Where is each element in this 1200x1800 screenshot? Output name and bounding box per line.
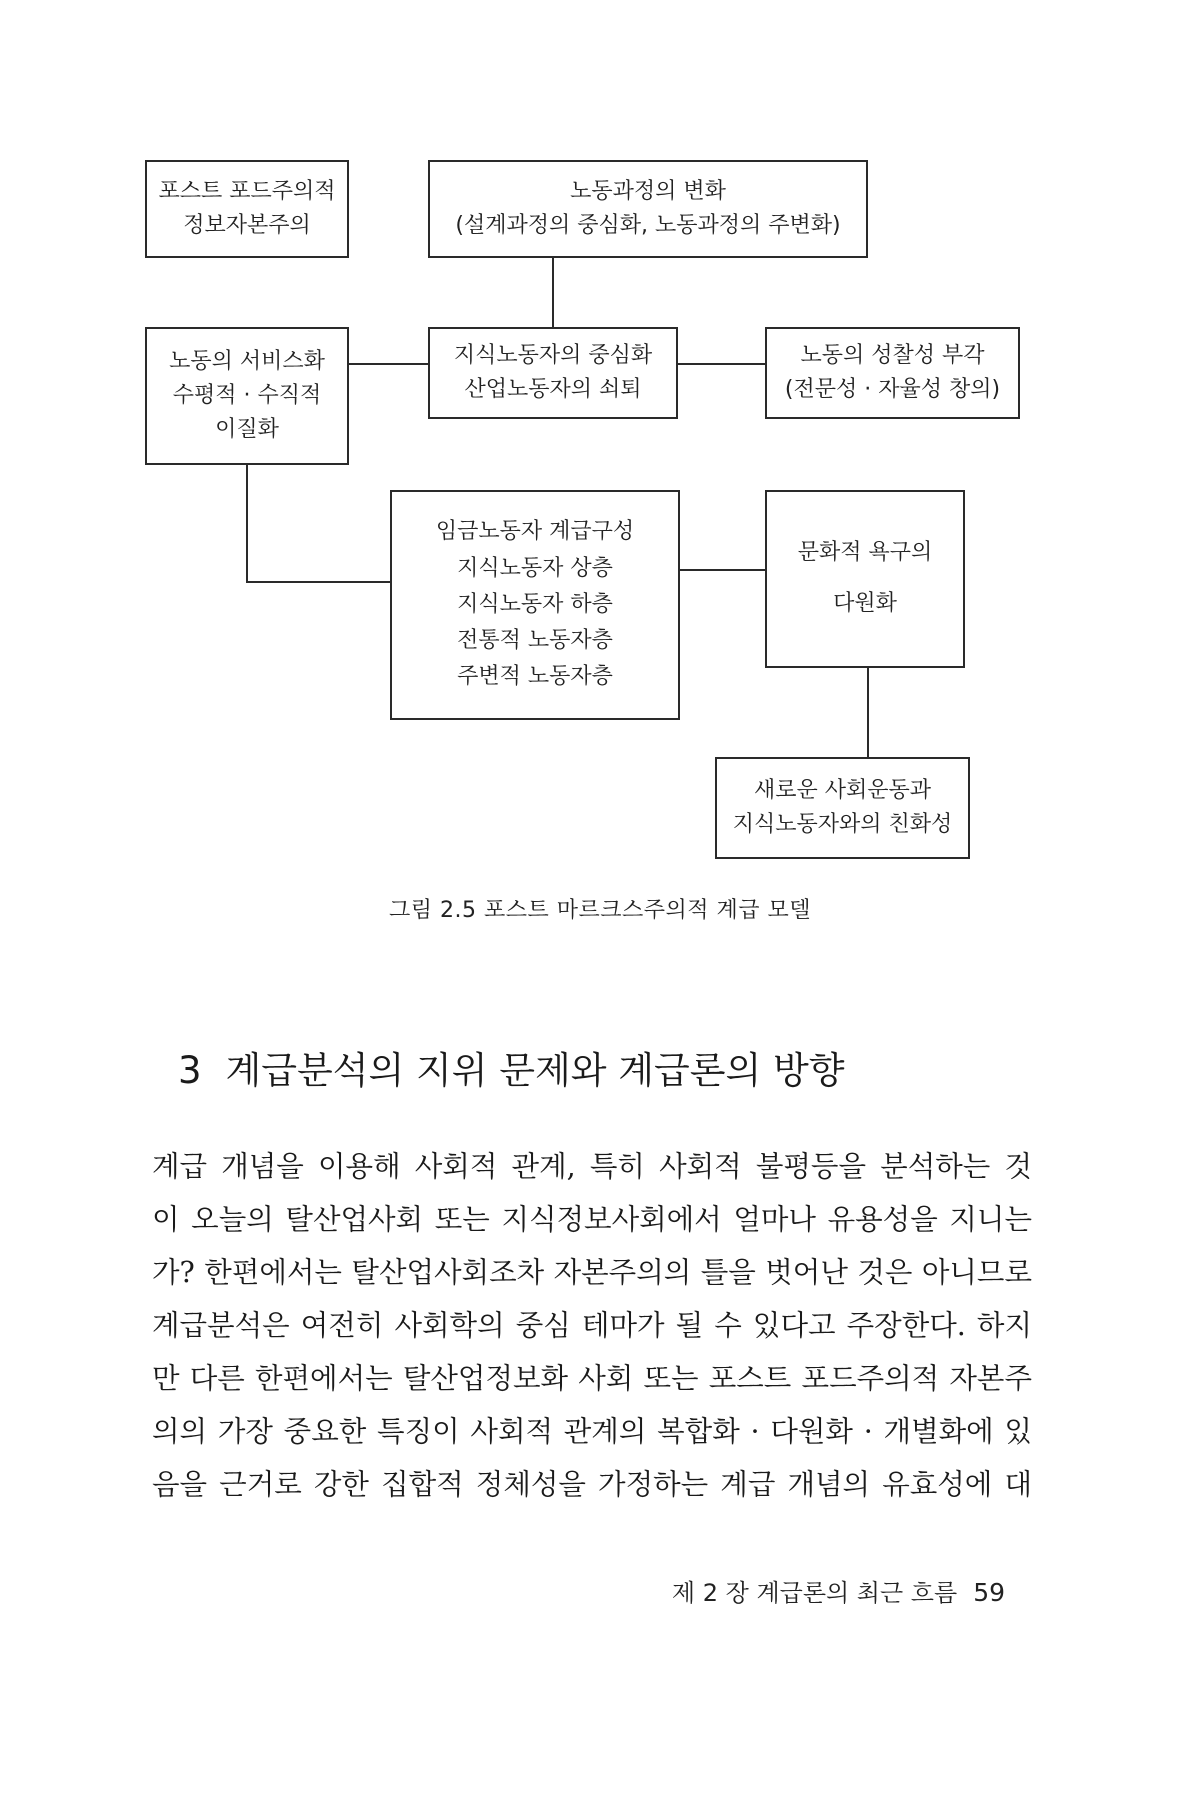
box-labor-process-change [428,160,868,258]
box-line: 수평적 · 수직적 [172,382,322,408]
box-new-social-movement [715,757,970,859]
body-line: 의의 가장 중요한 특징이 사회적 관계의 복합화 · 다원화 · 개별화에 있 [152,1415,1032,1448]
box-postfordist-capitalism [145,160,349,258]
box-line: 다원화 [833,591,897,616]
box-line: 새로운 사회운동과 [753,777,931,803]
box-line: 산업노동자의 쇠퇴 [464,377,642,402]
section-title: 계급분석의 지위 문제와 계급론의 방향 [225,1049,845,1092]
running-footer [672,1573,1005,1608]
box-line: 노동과정의 변화 [570,178,726,204]
section-heading [178,1040,844,1094]
box-labor-reflexivity [765,327,1020,419]
box-line: 전통적 노동자층 [457,628,613,654]
chapter-title: 제 2 장 계급론의 최근 흐름 [671,1579,958,1607]
box-line: 지식노동자 상층 [457,555,613,581]
box-line: 지식노동자 하층 [457,591,613,617]
box-service-labor [145,327,349,465]
body-paragraph [152,1140,1032,1511]
box-knowledge-worker-centralization [428,327,678,419]
body-line: 계급 개념을 이용해 사회적 관계, 특히 사회적 불평등을 분석하는 것 [152,1150,1032,1183]
box-line: 주변적 노동자층 [457,664,613,690]
box-line: (설계과정의 중심화, 노동과정의 주변화) [455,213,841,238]
box-line: 문화적 욕구의 [797,540,933,566]
box-line: 포스트 포드주의적 [158,178,336,204]
body-line: 이 오늘의 탈산업사회 또는 지식정보사회에서 얼마나 유용성을 지니는 [152,1203,1032,1236]
body-line: 계급분석은 여전히 사회학의 중심 테마가 될 수 있다고 주장한다. 하지 [152,1309,1032,1342]
connector-service-wage [247,465,390,582]
body-line: 음을 근거로 강한 집합적 정체성을 가정하는 계급 개념의 유효성에 대 [152,1468,1032,1501]
body-line: 만 다른 한편에서는 탈산업정보화 사회 또는 포스트 포드주의적 자본주 [152,1362,1032,1395]
box-line: 노동의 성찰성 부각 [800,342,985,368]
box-line: 정보자본주의 [183,213,311,238]
box-line: 지식노동자와의 친화성 [732,812,953,837]
page-number: 59 [973,1578,1005,1607]
box-line: 이질화 [215,417,279,443]
box-line: 임금노동자 계급구성 [435,519,635,545]
box-line: 지식노동자의 중심화 [453,342,653,368]
body-line: 가? 한편에서는 탈산업사회조차 자본주의의 틀을 벗어난 것은 아니므로 [152,1256,1032,1289]
box-wage-worker-class-composition [390,490,680,720]
box-line: (전문성 · 자율성 창의) [784,377,1001,402]
box-line: 노동의 서비스화 [169,348,325,374]
box-cultural-diversification [765,490,965,668]
figure-caption: 그림 2.5 포스트 마르크스주의적 계급 모델 [389,898,811,923]
section-number: 3 [178,1049,202,1092]
